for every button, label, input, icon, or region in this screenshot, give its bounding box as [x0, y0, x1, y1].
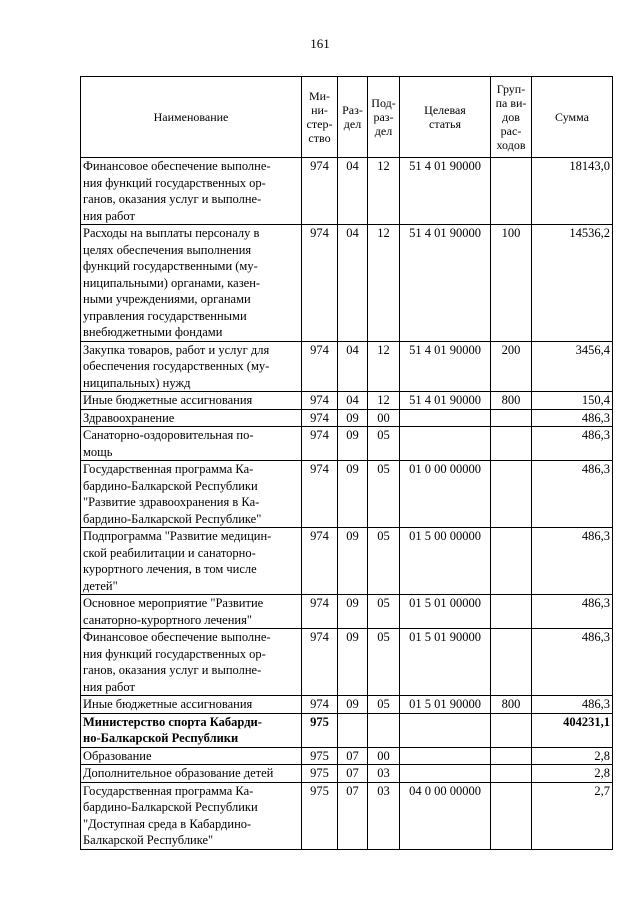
cell-target	[400, 713, 491, 747]
cell-group	[491, 461, 532, 528]
cell-name: Санаторно-оздоровительная по- мощь	[81, 427, 302, 461]
cell-sum: 486,3	[532, 409, 613, 427]
cell-ministry: 974	[302, 158, 338, 225]
cell-ministry: 974	[302, 461, 338, 528]
cell-ministry: 974	[302, 409, 338, 427]
cell-ministry: 975	[302, 747, 338, 765]
cell-section: 09	[338, 595, 368, 629]
cell-ministry: 974	[302, 629, 338, 696]
cell-target: 01 5 00 00000	[400, 528, 491, 595]
cell-ministry: 974	[302, 595, 338, 629]
cell-subsection: 05	[368, 528, 400, 595]
cell-subsection: 00	[368, 747, 400, 765]
cell-name: Государственная программа Ка- бардино-Балкарской Республики "Доступная среда в Кабардино- Балкарской Республике"	[81, 782, 302, 849]
page-number: 161	[310, 36, 330, 51]
cell-group: 800	[491, 696, 532, 714]
cell-target: 01 5 01 90000	[400, 629, 491, 696]
cell-sum: 486,3	[532, 595, 613, 629]
cell-section: 09	[338, 696, 368, 714]
table-row	[81, 629, 613, 696]
table-row	[81, 595, 613, 629]
cell-target: 01 0 00 00000	[400, 461, 491, 528]
cell-subsection: 05	[368, 696, 400, 714]
cell-group	[491, 713, 532, 747]
cell-target: 51 4 01 90000	[400, 158, 491, 225]
cell-subsection: 12	[368, 341, 400, 392]
cell-target: 51 4 01 90000	[400, 225, 491, 342]
cell-target	[400, 747, 491, 765]
cell-name: Дополнительное образование детей	[81, 765, 302, 783]
header-group: Груп- па ви- дов рас- ходов	[491, 77, 532, 158]
cell-ministry: 974	[302, 696, 338, 714]
cell-sum: 486,3	[532, 629, 613, 696]
cell-group	[491, 765, 532, 783]
cell-sum: 2,7	[532, 782, 613, 849]
cell-ministry: 974	[302, 392, 338, 410]
cell-group	[491, 595, 532, 629]
cell-target	[400, 427, 491, 461]
cell-name: Иные бюджетные ассигнования	[81, 392, 302, 410]
cell-target: 01 5 01 00000	[400, 595, 491, 629]
header-subsection: Под- раз- дел	[368, 77, 400, 158]
cell-subsection: 12	[368, 392, 400, 410]
cell-subsection: 03	[368, 765, 400, 783]
cell-section: 09	[338, 528, 368, 595]
cell-name: Государственная программа Ка- бардино-Балкарской Республики "Развитие здравоохранения в Ка- бардино-Балкарской Республике"	[81, 461, 302, 528]
cell-section: 04	[338, 158, 368, 225]
budget-table-body	[81, 158, 613, 850]
cell-subsection: 05	[368, 427, 400, 461]
cell-sum: 2,8	[532, 747, 613, 765]
cell-group	[491, 409, 532, 427]
table-row	[81, 765, 613, 783]
table-row	[81, 427, 613, 461]
cell-sum: 486,3	[532, 427, 613, 461]
table-row	[81, 747, 613, 765]
cell-name: Образование	[81, 747, 302, 765]
cell-ministry: 975	[302, 782, 338, 849]
table-row	[81, 158, 613, 225]
cell-ministry: 974	[302, 528, 338, 595]
cell-group: 200	[491, 341, 532, 392]
cell-subsection: 05	[368, 595, 400, 629]
cell-sum: 3456,4	[532, 341, 613, 392]
cell-sum: 18143,0	[532, 158, 613, 225]
cell-subsection: 05	[368, 461, 400, 528]
cell-ministry: 975	[302, 713, 338, 747]
cell-subsection	[368, 713, 400, 747]
cell-name: Финансовое обеспечение выполне- ния функций государственных ор- ганов, оказания услуг и выполне- ния работ	[81, 158, 302, 225]
header-name: Наименование	[81, 77, 302, 158]
cell-section: 09	[338, 629, 368, 696]
cell-section: 07	[338, 782, 368, 849]
cell-group	[491, 629, 532, 696]
cell-name: Иные бюджетные ассигнования	[81, 696, 302, 714]
cell-section	[338, 713, 368, 747]
cell-name: Подпрограмма "Развитие медицин- ской реабилитации и санаторно- курортного лечения, в том числе детей"	[81, 528, 302, 595]
table-row	[81, 341, 613, 392]
cell-target	[400, 765, 491, 783]
cell-sum: 486,3	[532, 696, 613, 714]
table-row	[81, 696, 613, 714]
table-row	[81, 392, 613, 410]
cell-subsection: 05	[368, 629, 400, 696]
cell-name: Закупка товаров, работ и услуг для обеспечения государственных (му- ниципальных) нужд	[81, 341, 302, 392]
table-row	[81, 528, 613, 595]
cell-group: 100	[491, 225, 532, 342]
cell-target: 01 5 01 90000	[400, 696, 491, 714]
cell-sum: 2,8	[532, 765, 613, 783]
cell-subsection: 00	[368, 409, 400, 427]
cell-ministry: 974	[302, 225, 338, 342]
cell-section: 04	[338, 392, 368, 410]
cell-sum: 150,4	[532, 392, 613, 410]
cell-group	[491, 747, 532, 765]
cell-section: 07	[338, 765, 368, 783]
cell-target: 04 0 00 00000	[400, 782, 491, 849]
cell-target: 51 4 01 90000	[400, 392, 491, 410]
header-target: Целевая статья	[400, 77, 491, 158]
cell-name: Финансовое обеспечение выполне- ния функций государственных ор- ганов, оказания услуг и выполне- ния работ	[81, 629, 302, 696]
cell-ministry: 974	[302, 427, 338, 461]
budget-table	[80, 76, 613, 850]
table-row	[81, 713, 613, 747]
cell-subsection: 12	[368, 158, 400, 225]
cell-target: 51 4 01 90000	[400, 341, 491, 392]
cell-group: 800	[491, 392, 532, 410]
table-row	[81, 409, 613, 427]
cell-sum: 486,3	[532, 528, 613, 595]
cell-name: Здравоохранение	[81, 409, 302, 427]
cell-target	[400, 409, 491, 427]
cell-subsection: 03	[368, 782, 400, 849]
cell-section: 04	[338, 225, 368, 342]
cell-section: 07	[338, 747, 368, 765]
cell-group	[491, 427, 532, 461]
cell-group	[491, 528, 532, 595]
cell-section: 09	[338, 427, 368, 461]
cell-section: 09	[338, 409, 368, 427]
header-row	[81, 77, 613, 158]
cell-sum: 486,3	[532, 461, 613, 528]
header-section: Раз- дел	[338, 77, 368, 158]
cell-subsection: 12	[368, 225, 400, 342]
table-row	[81, 461, 613, 528]
cell-ministry: 975	[302, 765, 338, 783]
cell-section: 04	[338, 341, 368, 392]
header-sum: Сумма	[532, 77, 613, 158]
cell-ministry: 974	[302, 341, 338, 392]
header-ministry: Ми- ни- стер- ство	[302, 77, 338, 158]
cell-name: Основное мероприятие "Развитие санаторно-курортного лечения"	[81, 595, 302, 629]
cell-section: 09	[338, 461, 368, 528]
cell-group	[491, 158, 532, 225]
cell-sum: 404231,1	[532, 713, 613, 747]
table-row	[81, 225, 613, 342]
table-row	[81, 782, 613, 849]
cell-sum: 14536,2	[532, 225, 613, 342]
cell-name: Министерство спорта Кабарди- но-Балкарской Республики	[81, 713, 302, 747]
cell-group	[491, 782, 532, 849]
cell-name: Расходы на выплаты персоналу в целях обеспечения выполнения функций государственными (му- ниципальными) органами, казен- ными учреждениями, органами управления государственными внебюджетными фондами	[81, 225, 302, 342]
